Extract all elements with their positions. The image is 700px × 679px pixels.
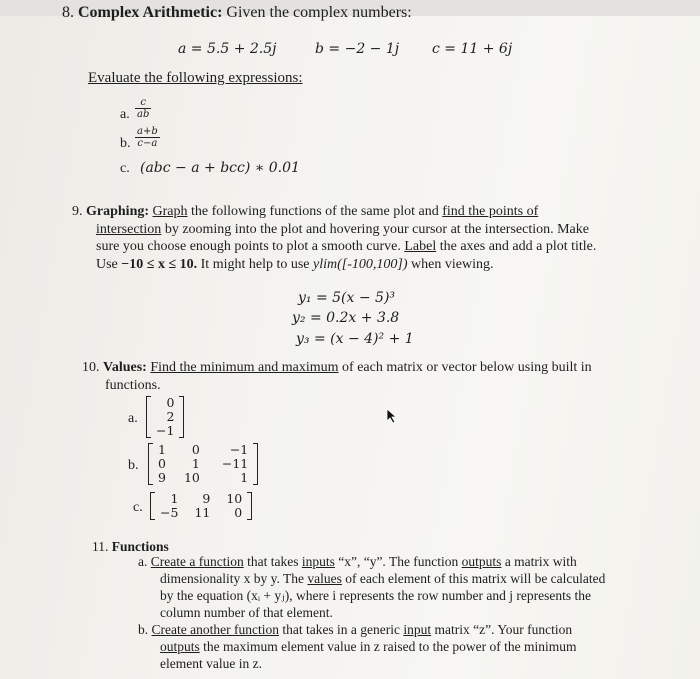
q11-a-text: that takes xyxy=(243,554,302,569)
q10-c-cell: 11 xyxy=(194,505,211,520)
q9-text-4c: when viewing. xyxy=(407,256,494,272)
q8-item-a-num: c xyxy=(135,97,151,109)
q10-a-cell: −1 xyxy=(156,423,175,438)
q10-c-cell: 10 xyxy=(226,491,243,506)
q11-a-line-3: by the equation (xᵢ + yⱼ), where i represents the row number and j represents the xyxy=(160,588,591,603)
q11-item-b xyxy=(138,621,678,672)
q8-evaluate: Evaluate the following expressions: xyxy=(88,70,303,86)
q10-a-matrix xyxy=(146,396,184,438)
q8-item-c-label: c. xyxy=(120,161,130,176)
q9-range: −10 ≤ x ≤ 10. xyxy=(121,256,198,272)
q10-min-max: Find the minimum and maximum xyxy=(150,360,339,375)
q9-graph-link: Graph xyxy=(152,204,188,219)
q10-b-cell: −1 xyxy=(229,442,249,457)
q11-a-text: of each element of this matrix will be calculated xyxy=(341,571,606,586)
q10-a-cell: 2 xyxy=(166,409,175,424)
q9-text-4b: It might help to use xyxy=(197,256,314,272)
q10-c-cell: 1 xyxy=(170,491,179,506)
q10-b-cell: 10 xyxy=(183,470,200,485)
q11-inputs: inputs xyxy=(301,554,335,569)
mouse-cursor-icon xyxy=(385,408,399,424)
q10-title: Values: xyxy=(103,360,147,375)
q11-b-line-3: element value in z. xyxy=(160,656,262,671)
q10-paragraph xyxy=(82,359,662,394)
q8-item-c-expr: (abc − a + bcc) ∗ 0.01 xyxy=(140,160,300,176)
q10-a-cell: 0 xyxy=(166,395,175,410)
q11-item-a xyxy=(138,553,678,621)
q8-title: Complex Arithmetic: xyxy=(78,4,223,21)
q10-c-label: c. xyxy=(133,500,143,515)
q8-c-definition: c = 11 + 6j xyxy=(432,41,513,57)
q10-number: 10. xyxy=(82,360,100,375)
q9-ylim-code: ylim([-100,100]) xyxy=(313,256,408,272)
q8-item-b-den: c−a xyxy=(137,138,158,149)
q11-a-text: “x”, “y”. The function xyxy=(334,554,462,569)
q10-line-2: functions. xyxy=(105,377,161,393)
q10-b-cell: 9 xyxy=(158,470,166,485)
q10-a-label: a. xyxy=(128,411,138,426)
q11-create-function: Create a function xyxy=(150,554,244,569)
q10-b-cell: 1 xyxy=(240,470,249,485)
q11-number: 11. xyxy=(92,539,109,554)
q9-paragraph xyxy=(72,203,672,273)
q11-title: Functions xyxy=(111,539,169,554)
q10-c-matrix xyxy=(150,492,252,520)
q11-a-line-4: column number of that element. xyxy=(160,605,333,620)
q9-line-3 xyxy=(72,238,672,256)
q11-b-text: the maximum element value in z raised to the power of the minimum xyxy=(199,639,577,654)
q10-b-cell: −11 xyxy=(221,456,249,471)
q9-equation-1: y₁ = 5(x − 5)³ xyxy=(298,290,396,306)
q11-b-line-1 xyxy=(138,621,678,638)
q11-a-line-1 xyxy=(138,553,678,570)
q9-find-points: find the points of xyxy=(442,204,539,219)
q9-number: 9. xyxy=(72,204,83,219)
q8-number: 8. xyxy=(62,4,74,21)
q10-line-1 xyxy=(82,359,662,377)
q10-b-matrix xyxy=(148,443,258,485)
q10-b-cell: 1 xyxy=(158,442,166,457)
q8-item-a-fraction xyxy=(135,97,151,120)
q11-b-label: b. xyxy=(138,622,149,637)
q11-create-another: Create another function xyxy=(151,622,279,637)
q11-outputs: outputs xyxy=(461,554,502,569)
q10-b-cell: 1 xyxy=(191,456,200,471)
q10-c-cell: 0 xyxy=(234,505,243,520)
q11-b-line-2 xyxy=(138,638,678,655)
q11-b-outputs: outputs xyxy=(160,639,200,654)
q9-line-1 xyxy=(72,203,672,221)
q9-text-3b: the axes and add a plot title. xyxy=(436,239,597,254)
q11-a-text: dimensionality x by y. The xyxy=(160,571,308,586)
q9-text-2: by zooming into the plot and hovering your cursor at the intersection. Make xyxy=(161,221,589,237)
q11-input: input xyxy=(403,622,432,637)
q11-b-text: that takes in a generic xyxy=(278,622,404,637)
q11-a-text: a matrix with xyxy=(501,554,577,569)
q10-c-cell: −5 xyxy=(160,505,179,520)
q8-a-definition: a = 5.5 + 2.5j xyxy=(178,41,277,57)
q8-item-b-label: b. xyxy=(120,136,131,151)
q9-text-1: the following functions of the same plot and xyxy=(187,204,443,219)
q10-text-1: of each matrix or vector below using built in xyxy=(338,360,592,375)
q10-b-cell: 0 xyxy=(158,456,166,471)
q9-equation-3: y₃ = (x − 4)² + 1 xyxy=(296,331,414,347)
q10-b-label: b. xyxy=(128,458,139,473)
q9-label-word: Label xyxy=(404,239,437,254)
q8-item-a-label: a. xyxy=(120,107,130,122)
q8-item-b-num: a+b xyxy=(137,126,158,137)
q10-b-cell: 0 xyxy=(191,442,200,457)
q10-c-cell: 9 xyxy=(202,491,211,506)
q9-line-2 xyxy=(72,221,672,239)
q11-b-text: matrix “z”. Your function xyxy=(431,622,573,637)
q8-header xyxy=(62,4,412,22)
q8-title-rest: Given the complex numbers: xyxy=(226,4,412,21)
q8-item-b-fraction xyxy=(135,126,160,149)
q9-equation-2: y₂ = 0.2x + 3.8 xyxy=(292,310,400,326)
q9-intersection: intersection xyxy=(96,221,162,237)
q9-title: Graphing: xyxy=(86,204,150,219)
q8-b-definition: b = −2 − 1j xyxy=(315,41,400,57)
q8-item-a-den: ab xyxy=(137,109,150,120)
q11-a-label: a. xyxy=(138,554,148,569)
q9-text-4: Use xyxy=(96,256,122,272)
q9-line-4 xyxy=(72,256,672,274)
q11-values: values xyxy=(307,571,342,586)
q11-a-line-2 xyxy=(138,570,678,587)
q9-text-3: sure you choose enough points to plot a smooth curve. xyxy=(96,239,405,254)
